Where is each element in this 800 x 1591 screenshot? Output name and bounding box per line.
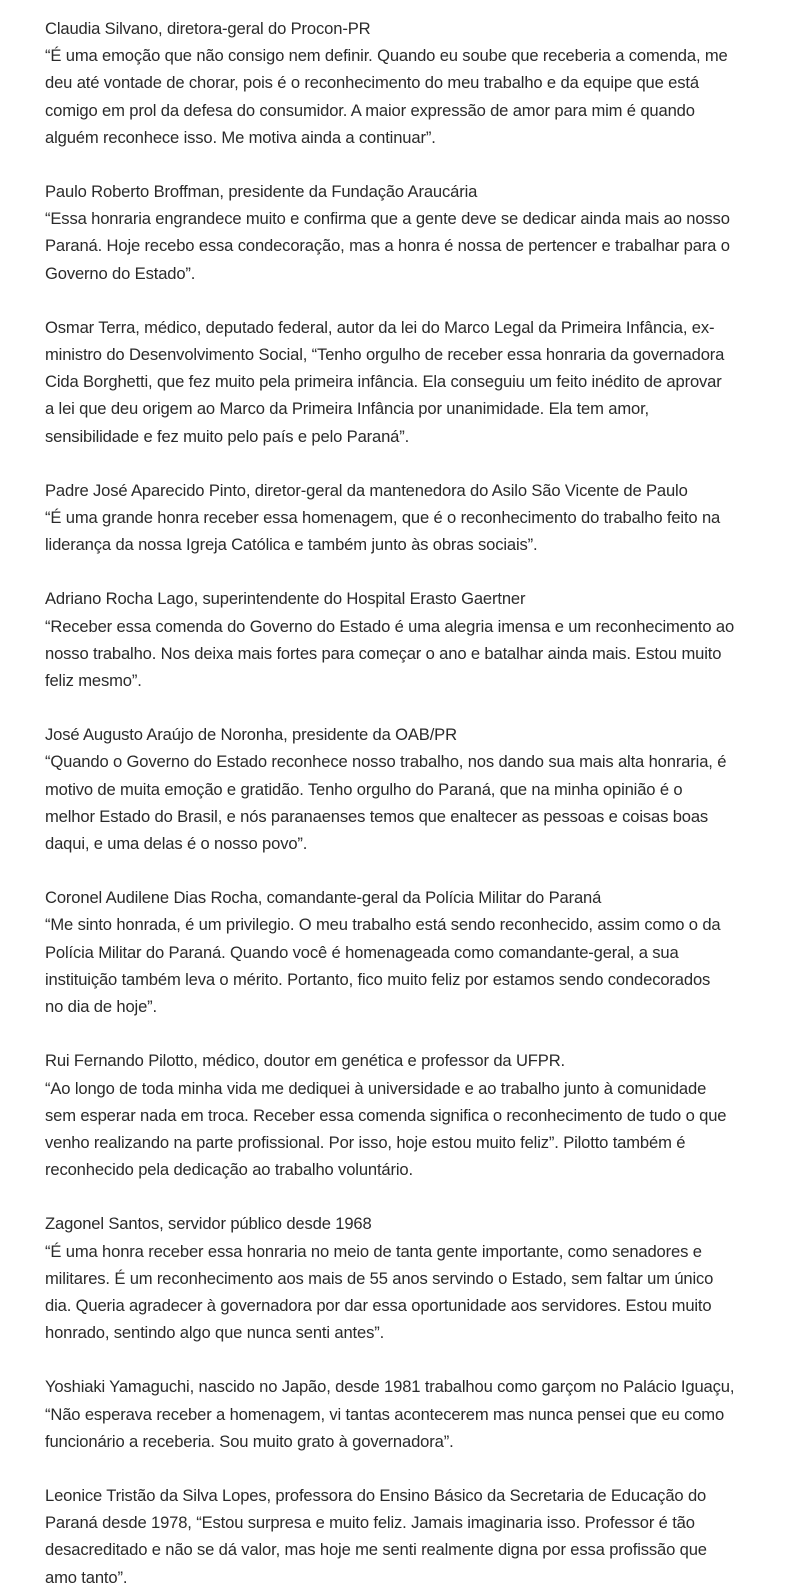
- testimonial-text-line: motivo de muita emoção e gratidão. Tenho orgulho do Paraná, que na minha opinião é o: [45, 779, 683, 799]
- testimonial-text-line: sensibilidade e fez muito pelo país e pelo Paraná”.: [45, 426, 410, 446]
- testimonial-text-line: reconhecido pela dedicação ao trabalho voluntário.: [45, 1160, 413, 1180]
- testimonial-text-line: militares. É um reconhecimento aos mais de 55 anos servindo o Estado, sem faltar um único: [45, 1268, 714, 1288]
- testimonial-paragraph: [45, 178, 740, 287]
- testimonial-text-line: ministro do Desenvolvimento Social, “Tenho orgulho de receber essa honraria da governadora: [45, 345, 725, 365]
- testimonial-text-line: Governo do Estado”.: [45, 263, 196, 283]
- testimonial-text-line: venho realizando na parte profissional. Por isso, hoje estou muito feliz”. Pilotto também é: [45, 1132, 686, 1152]
- testimonial-text-line: Cida Borghetti, que fez muito pela primeira infância. Ela conseguiu um feito inédito de aprovar: [45, 372, 722, 392]
- testimonial-paragraph: [45, 884, 740, 1020]
- testimonial-author-line: Claudia Silvano, diretora-geral do Procon-PR: [45, 19, 371, 38]
- testimonial-text-line: instituição também leva o mérito. Portanto, fico muito feliz por estamos sendo condecorados: [45, 969, 711, 989]
- testimonial-paragraph: [45, 314, 740, 450]
- testimonial-text-line: “Me sinto honrada, é um privilegio. O meu trabalho está sendo reconhecido, assim como o da: [45, 915, 721, 935]
- testimonial-text-line: “É uma emoção que não consigo nem definir. Quando eu soube que receberia a comenda, me: [45, 46, 728, 66]
- testimonial-text-line: Polícia Militar do Paraná. Quando você é homenageada como comandante-geral, a sua: [45, 942, 679, 962]
- testimonial-text-line: “Essa honraria engrandece muito e confirma que a gente deve se dedicar ainda mais ao nosso: [45, 209, 730, 229]
- testimonial-text-line: deu até vontade de chorar, pois é o reconhecimento do meu trabalho e da equipe que está: [45, 73, 699, 93]
- testimonial-text-line: funcionário a receberia. Sou muito grato à governadora”.: [45, 1431, 454, 1451]
- testimonial-text-line: desacreditado e não se dá valor, mas hoje me senti realmente digna por essa profissão que: [45, 1540, 707, 1560]
- testimonial-text-line: a lei que deu origem ao Marco da Primeira Infância por unanimidade. Ela tem amor,: [45, 399, 649, 419]
- testimonial-paragraph: [45, 15, 740, 151]
- testimonial-text-line: Paraná desde 1978, “Estou surpresa e muito feliz. Jamais imaginaria isso. Professor é tão: [45, 1513, 695, 1533]
- testimonial-text-line: “É uma honra receber essa honraria no meio de tanta gente importante, como senadores e: [45, 1241, 702, 1261]
- testimonial-author-line: Padre José Aparecido Pinto, diretor-geral da mantenedora do Asilo São Vicente de Paulo: [45, 480, 688, 500]
- testimonial-author-line: Coronel Audilene Dias Rocha, comandante-geral da Polícia Militar do Paraná: [45, 888, 602, 908]
- testimonial-text-line: Paraná. Hoje recebo essa condecoração, mas a honra é nossa de pertencer e trabalhar para o: [45, 236, 730, 256]
- testimonial-author-line: Paulo Roberto Broffman, presidente da Fundação Araucária: [45, 182, 478, 202]
- testimonial-paragraph: [45, 1373, 740, 1455]
- testimonial-paragraph: [45, 721, 740, 857]
- testimonial-author-line: Leonice Tristão da Silva Lopes, professora do Ensino Básico da Secretaria de Educação do: [45, 1485, 707, 1505]
- testimonial-author-line: Yoshiaki Yamaguchi, nascido no Japão, desde 1981 trabalhou como garçom no Palácio Iguaçu,: [45, 1377, 735, 1397]
- testimonial-paragraph: [45, 1210, 740, 1346]
- testimonial-author-line: Adriano Rocha Lago, superintendente do Hospital Erasto Gaertner: [45, 589, 526, 609]
- testimonial-text-line: alguém reconhece isso. Me motiva ainda a continuar”.: [45, 127, 436, 147]
- testimonial-text-line: “Ao longo de toda minha vida me dediquei à universidade e ao trabalho junto à comunidade: [45, 1078, 707, 1098]
- testimonial-text-line: “Não esperava receber a homenagem, vi tantas acontecerem mas nunca pensei que eu como: [45, 1404, 725, 1424]
- testimonial-text-line: honrado, sentindo algo que nunca senti antes”.: [45, 1323, 385, 1343]
- testimonial-paragraph: [45, 585, 740, 694]
- testimonial-text-line: “É uma grande honra receber essa homenagem, que é o reconhecimento do trabalho feito na: [45, 508, 721, 528]
- testimonial-author-line: José Augusto Araújo de Noronha, presidente da OAB/PR: [45, 725, 457, 745]
- testimonial-text-line: no dia de hoje”.: [45, 997, 157, 1017]
- testimonial-text-line: comigo em prol da defesa do consumidor. A maior expressão de amor para mim é quando: [45, 100, 695, 120]
- testimonial-text-line: liderança da nossa Igreja Católica e também junto às obras sociais”.: [45, 535, 538, 555]
- testimonial-text-line: “Quando o Governo do Estado reconhece nosso trabalho, nos dando sua mais alta honraria, é: [45, 752, 727, 772]
- testimonial-author-line: Osmar Terra, médico, deputado federal, autor da lei do Marco Legal da Primeira Infância, ex-: [45, 317, 715, 337]
- testimonial-text-line: “Receber essa comenda do Governo do Estado é uma alegria imensa e um reconhecimento ao: [45, 616, 735, 636]
- testimonial-text-line: melhor Estado do Brasil, e nós paranaenses temos que enaltecer as pessoas e coisas boas: [45, 806, 709, 826]
- testimonial-paragraph: [45, 1047, 740, 1183]
- testimonial-author-line: Zagonel Santos, servidor público desde 1968: [45, 1214, 372, 1234]
- testimonial-text-line: daqui, e uma delas é o nosso povo”.: [45, 834, 308, 854]
- testimonial-text-line: sem esperar nada em troca. Receber essa comenda significa o reconhecimento de tudo o que: [45, 1105, 727, 1125]
- testimonial-author-line: Rui Fernando Pilotto, médico, doutor em genética e professor da UFPR.: [45, 1051, 565, 1071]
- testimonial-text-line: nosso trabalho. Nos deixa mais fortes para começar o ano e batalhar ainda mais. Estou muito: [45, 643, 722, 663]
- testimonial-paragraph: [45, 1482, 740, 1591]
- testimonial-paragraph: [45, 477, 740, 559]
- testimonial-text-line: amo tanto”.: [45, 1567, 128, 1587]
- testimonial-text-line: feliz mesmo”.: [45, 671, 142, 691]
- testimonial-text-line: dia. Queria agradecer à governadora por dar essa oportunidade aos servidores. Estou muito: [45, 1295, 712, 1315]
